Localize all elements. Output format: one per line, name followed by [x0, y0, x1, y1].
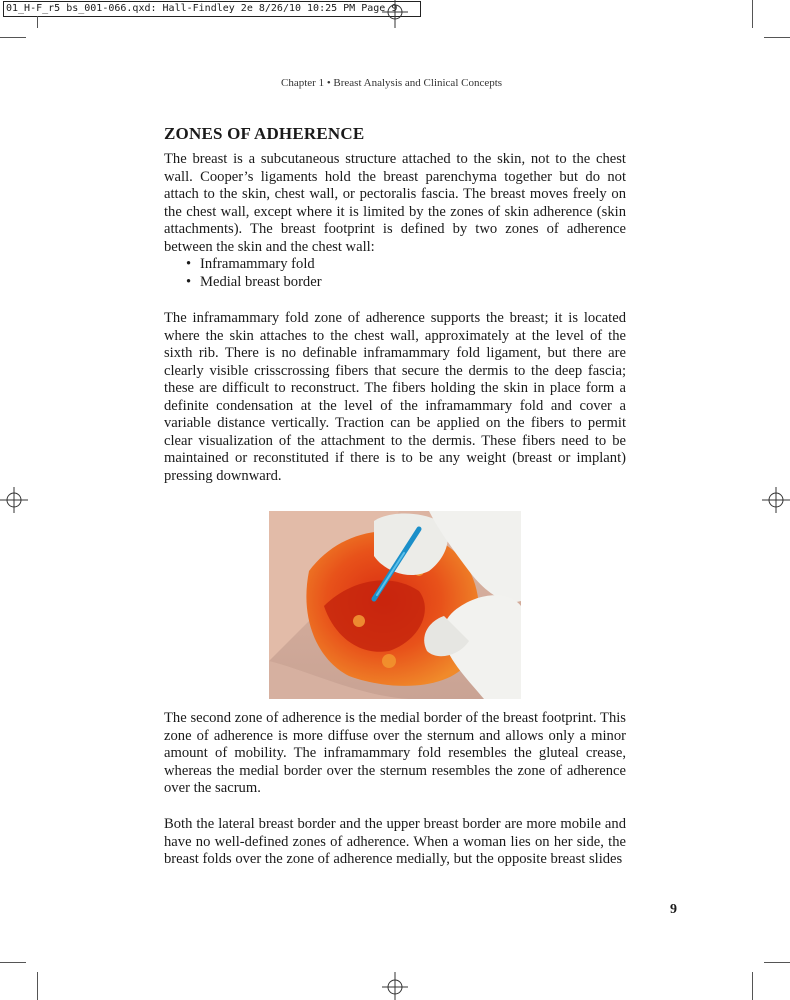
surgical-photo — [269, 511, 521, 699]
printer-slug-line: 01_H-F_r5 bs_001-066.qxd: Hall-Findley 2e 8/26/10 10:25 PM Page 9 — [3, 1, 421, 17]
paragraph-1: The breast is a subcutaneous structure attached to the skin, not to the chest wall. Cooper’s ligaments hold the breast parenchyma together but do not attach to the skin, chest wall, or pectoralis fascia. The breast moves freely on the chest wall, except where it is limited by the zones of skin adherence (skin attachments). The breast footprint is defined by two zones of adherence between the skin and the chest wall: — [164, 151, 626, 255]
list-item: • Inframammary fold — [186, 256, 322, 274]
registration-mark-left-icon — [0, 485, 30, 515]
paragraph-4: Both the lateral breast border and the upper breast border are more mobile and have no well-defined zones of adherence. When a woman lies on her side, the breast folds over the zone of adherence medially, but the opposite breast slides — [164, 816, 626, 867]
registration-mark-right-icon — [760, 485, 790, 515]
bullet-list — [186, 256, 322, 291]
crop-mark-top-right-v — [752, 0, 753, 28]
crop-mark-top-left-v — [37, 16, 38, 28]
registration-mark-bottom-icon — [380, 970, 410, 1000]
crop-mark-top-left-h — [0, 37, 26, 38]
crop-mark-bottom-right-v — [752, 972, 753, 1000]
paragraph-2: The inframammary fold zone of adherence supports the breast; it is located where the skin attaches to the chest wall, approximately at the level of the sixth rib. There is no definable inframammary fold ligament, but there are clearly visible crisscrossing fibers that secure the dermis to the deep fascia; these are difficult to reconstruct. The fibers holding the skin in place form a definite condensation at the level of the inframammary fold and cover a variable distance vertically. Traction can be applied on the fibers to permit clear visualization of the attachment to the dermis. These fibers need to be maintained or reconstituted if there is to be any weight (breast or implant) pressing downward. — [164, 310, 626, 484]
list-item: • Medial breast border — [186, 274, 322, 292]
page-number: 9 — [670, 902, 677, 917]
crop-mark-top-right-h — [764, 37, 790, 38]
crop-mark-bottom-left-v — [37, 972, 38, 1000]
crop-mark-bottom-left-h — [0, 962, 26, 963]
crop-mark-bottom-right-h — [764, 962, 790, 963]
paragraph-3: The second zone of adherence is the medial border of the breast footprint. This zone of adherence is more diffuse over the sternum and allows only a minor amount of mobility. The inframammary fold resembles the gluteal crease, whereas the medial border over the sternum resembles the zone of adherence over the sacrum. — [164, 710, 626, 796]
section-heading: ZONES OF ADHERENCE — [164, 124, 365, 143]
surgical-photo-illustration-icon — [269, 511, 521, 699]
running-head-text: Chapter 1 • Breast Analysis and Clinical Concepts — [281, 77, 503, 89]
registration-mark-top-icon — [380, 0, 410, 30]
